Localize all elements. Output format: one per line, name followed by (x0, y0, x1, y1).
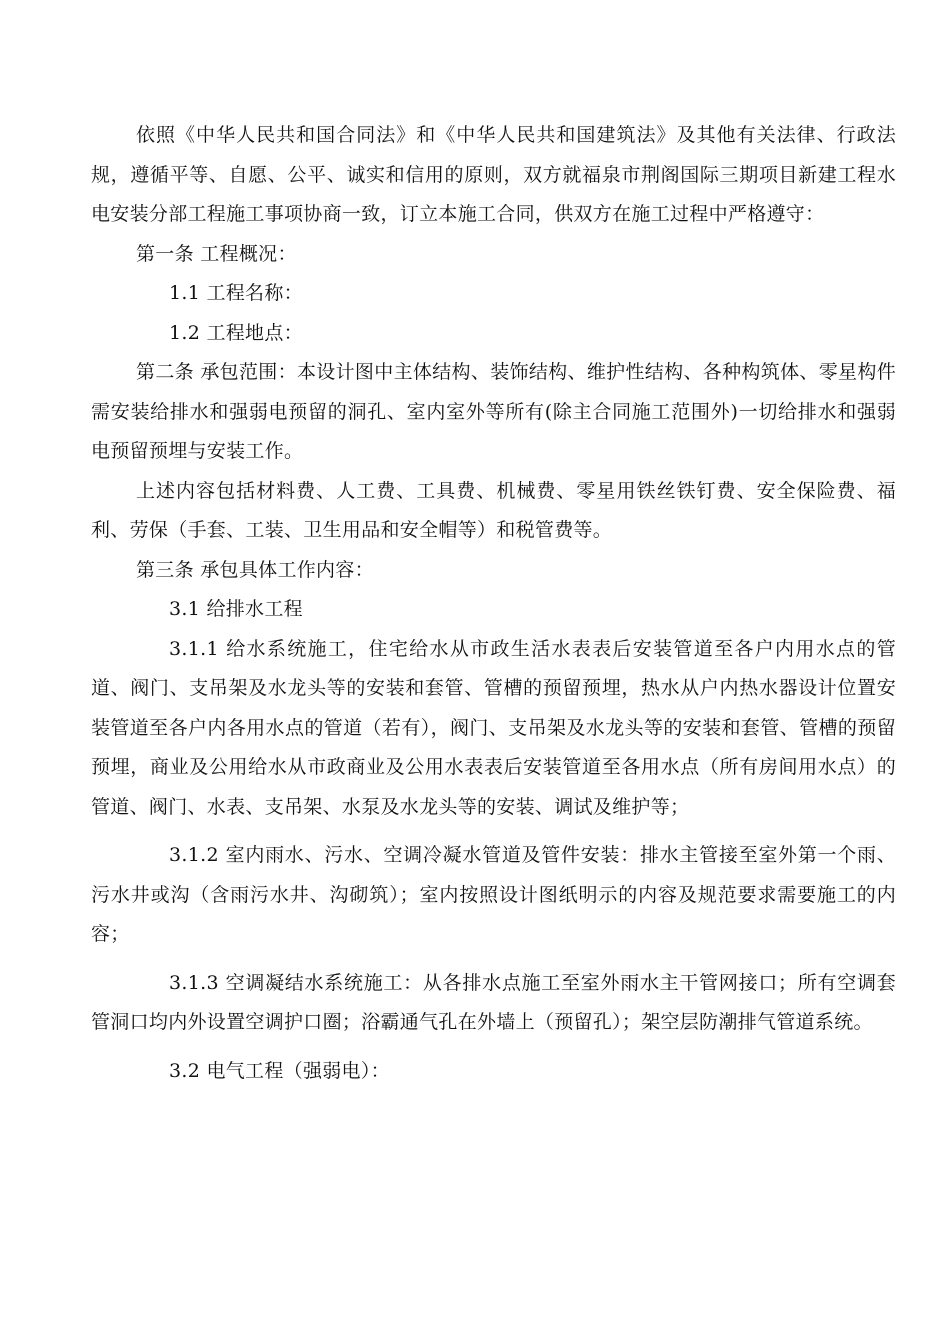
article-1-heading: 第一条 工程概况： (136, 242, 297, 265)
clause-1-1: 1.1 工程名称： (169, 282, 303, 304)
clause-3-1-3: 3.1.3 空调凝结水系统施工：从各排水点施工至室外雨水主干管网接口；所有空调套管洞口均内外设置空调护口圈；浴霸通气孔在外墙上（预留孔）；架空层防潮排气管道系统。 (91, 971, 896, 1033)
article-3-heading: 第三条 承包具体工作内容： (136, 558, 374, 581)
document-body (91, 116, 896, 1091)
clause-3-1-2: 3.1.2 室内雨水、污水、空调冷凝水管道及管件安装：排水主管接至室外第一个雨、污水井或沟（含雨污水井、沟砌筑）；室内按照设计图纸明示的内容及规范要求需要施工的内容； (91, 844, 896, 945)
clause-3-1-1: 3.1.1 给水系统施工，住宅给水从市政生活水表表后安装管道至各户内用水点的管道、阀门、支吊架及水龙头等的安装和套管、管槽的预留预埋，热水从户内热水器设计位置安装管道至各户内各用水点的管道（若有），阀门、支吊架及水龙头等的安装和套管、管槽的预留预埋，商业及公用给水从市政商业及公用水表表后安装管道至各用水点（所有房间用水点）的管道、阀门、水表、支吊架、水泵及水龙头等的安装、调试及维护等； (91, 637, 896, 818)
clause-1-2: 1.2 工程地点： (169, 321, 303, 344)
clause-3-1: 3.1 给排水工程 (169, 598, 303, 620)
intro-paragraph: 依照《中华人民共和国合同法》和《中华人民共和国建筑法》及其他有关法律、行政法规，遵循平等、自愿、公平、诚实和信用的原则，双方就福泉市荆阁国际三期项目新建工程水电安装分部工程施工事项协商一致，订立本施工合同，供双方在施工过程中严格遵守： (91, 124, 896, 225)
clause-3-2: 3.2 电气工程（强弱电）： (169, 1059, 390, 1082)
article-2-paragraph: 第二条 承包范围：本设计图中主体结构、装饰结构、维护性结构、各种构筑体、零星构件需安装给排水和强弱电预留的洞孔、室内室外等所有(除主合同施工范围外)一切给排水和强弱电预留预埋与安装工作。 (91, 361, 896, 462)
scope-cost-paragraph: 上述内容包括材料费、人工费、工具费、机械费、零星用铁丝铁钉费、安全保险费、福利、劳保（手套、工装、卫生用品和安全帽等）和税管费等。 (91, 479, 896, 541)
